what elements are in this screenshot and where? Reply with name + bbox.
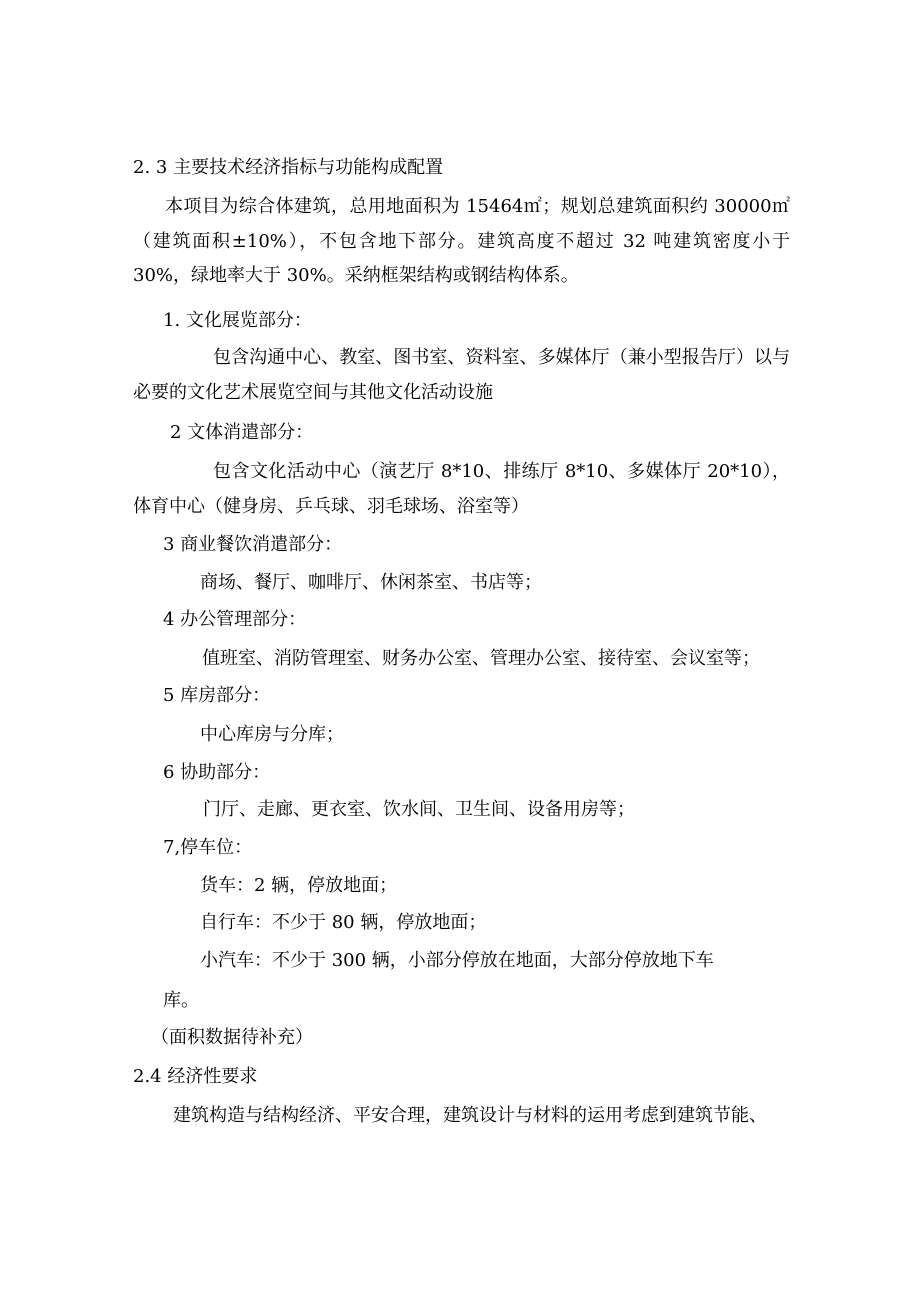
intro-paragraph: 本项目为综合体建筑，总用地面积为 15464㎡；规划总建筑面积约 30000㎡（建筑面积±10%），不包含地下部分。建筑高度不超过 32 吨建筑密度小于 30%，绿地率大于 30%。采纳框架结构或钢结构体系。 bbox=[133, 196, 790, 286]
item-3-title: 3 商业餐饮消遣部分： bbox=[163, 534, 343, 555]
parking-title: 7,停车位： bbox=[163, 837, 253, 858]
item-4-title: 4 办公管理部分： bbox=[163, 609, 307, 630]
item-3-desc: 商场、餐厅、咖啡厅、休闲茶室、书店等； bbox=[200, 572, 542, 593]
item-6-desc: 门厅、走廊、更衣室、饮水间、卫生间、设备用房等； bbox=[203, 799, 635, 820]
parking-car-line1: 小汽车：不少于 300 辆，小部分停放在地面，大部分停放地下车 bbox=[200, 950, 714, 971]
item-5-title: 5 库房部分： bbox=[163, 685, 271, 706]
section-2-3-heading: 2. 3 主要技术经济指标与功能构成配置 bbox=[133, 157, 444, 178]
item-2-desc: 包含文化活动中心（演艺厅 8*10、排练厅 8*10、多媒体厅 20*10），体育中心（健身房、乒乓球、羽毛球场、浴室等） bbox=[133, 461, 790, 517]
item-1-title: 1. 文化展览部分： bbox=[163, 310, 312, 331]
item-4-desc: 值班室、消防管理室、财务办公室、管理办公室、接待室、会议室等； bbox=[202, 648, 760, 669]
item-5-desc: 中心库房与分库； bbox=[200, 724, 344, 745]
area-data-note: （面积数据待补充） bbox=[151, 1027, 313, 1048]
item-6-title: 6 协助部分： bbox=[163, 762, 271, 783]
item-2-title: 2 文体消遣部分： bbox=[170, 422, 314, 443]
item-1-desc: 包含沟通中心、教室、图书室、资料室、多媒体厅（兼小型报告厅）以与必要的文化艺术展览空间与其他文化活动设施 bbox=[133, 347, 790, 403]
section-2-4-heading: 2.4 经济性要求 bbox=[133, 1066, 258, 1087]
parking-bicycle: 自行车：不少于 80 辆，停放地面； bbox=[200, 912, 487, 933]
parking-truck: 货车：2 辆，停放地面； bbox=[200, 875, 398, 896]
parking-car-line2: 库。 bbox=[163, 990, 199, 1011]
section-2-4-text: 建筑构造与结构经济、平安合理，建筑设计与材料的运用考虑到建筑节能、 bbox=[173, 1105, 767, 1126]
